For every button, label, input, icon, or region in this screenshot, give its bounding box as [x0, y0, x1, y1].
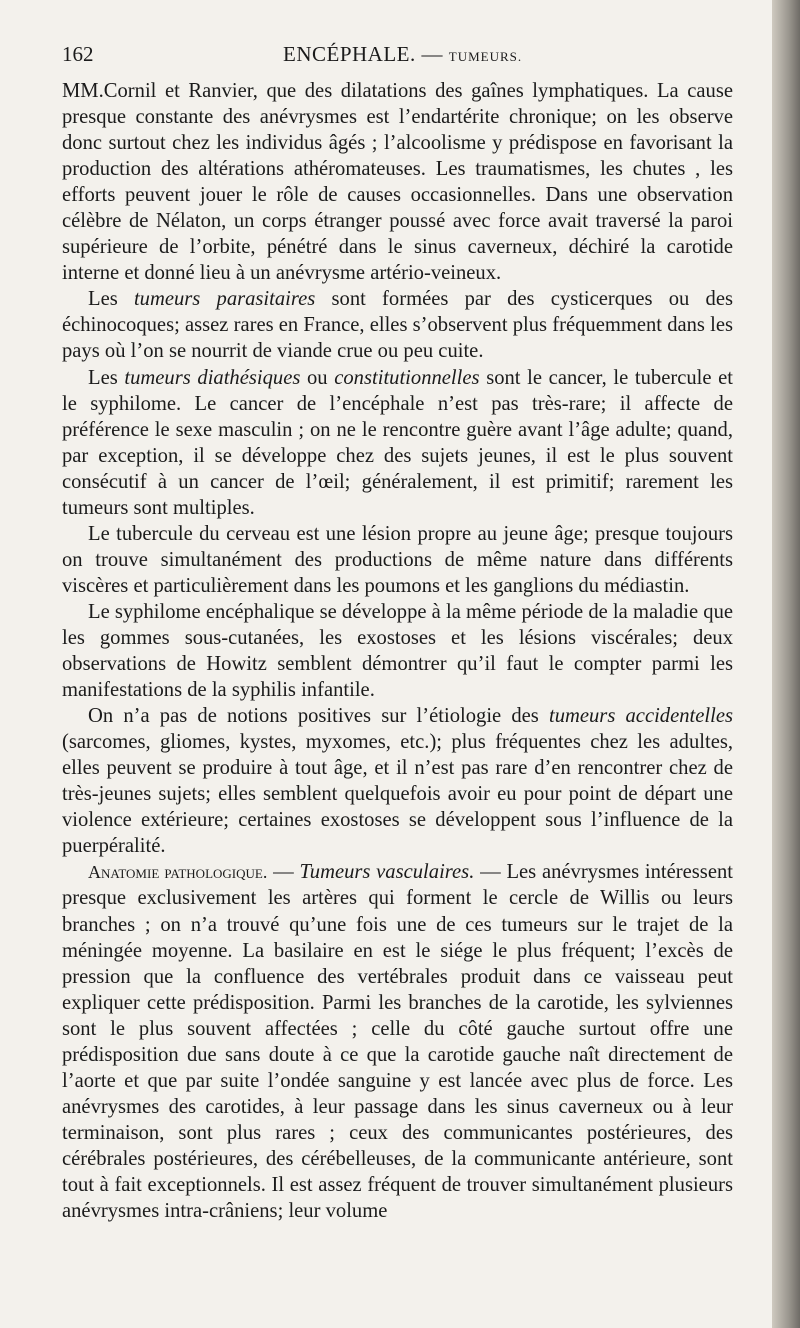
paragraph-4: Le tubercule du cerveau est une lésion propre au jeune âge; presque toujours on trouve simultanément des productions de même nature dans différents viscères et particulièrement dans les poumons et les ganglions du médiastin.: [62, 522, 733, 597]
paragraph-3: [62, 365, 733, 521]
paragraph-2: [62, 286, 733, 364]
paragraph-5: Le syphilome encéphalique se développe à la même période de la maladie que les gommes sous-cutanées, les exostoses et les lésions viscérales; deux observations de Howitz semblent démontrer qu’il faut le compter parmi les manifestations de la syphilis infantile.: [62, 600, 734, 702]
text-run: ou: [300, 366, 335, 389]
text-run: sont formées par des cysticerques ou des échinocoques; assez rares en France, elles s’observent plus fréquemment dans les pays où l’on se nourrit de viande crue ou peu cuite.: [62, 288, 733, 363]
running-title-sub: TUMEURS.: [448, 49, 523, 64]
text-run: — Les anévrysmes intéressent presque exclusivement les artères qui forment le cercle de Willis ou leurs branches ; on n’a trouvé qu’une fois une de ces tumeurs sur le trajet de la méningée moyenne. La basilaire en est le siége le plus fréquent; l’excès de pression que la confluence des vertébrales produit dans ce vaisseau peut expliquer cette prédisposition. Parmi les branches de la carotide, les sylviennes sont le plus souvent affectées ; celle du côté gauche surtout offre une prédisposition due sans doute à ce que la carotide gauche naît directement de l’aorte et que par suite l’ondée sanguine y est lancée avec plus de force. Les anévrysmes des carotides, à leur passage dans les sinus caverneux ou à leur terminaison, sont plus rares ; ceux des communicantes postérieures, des cérébrales postérieures, des cérébelleuses, de la communicante antérieure, sont tout à fait exceptionnels. Il est assez fréquent de trouver simultanément plusieurs anévrysmes intra-crâniens; leur volume: [62, 861, 733, 1223]
emphasis: Tumeurs vasculaires.: [299, 861, 475, 884]
paragraph-1: MM.Cornil et Ranvier, que des dilatations des gaînes lymphatiques. La cause presque constante des anévrysmes est l’endartérite chronique; on les observe donc surtout chez les individus âgés ; l’alcoolisme y prédispose en favorisant la production des altérations athéromateuses. Les traumatismes, les chutes , les efforts peuvent jouer le rôle de causes occasionnelles. Dans une observation célèbre de Nélaton, un corps étranger poussé avec force avait traversé la paroi supérieure de l’orbite, pénétré dans le sinus caverneux, déchiré la carotide interne et donné lieu à un anévrysme artério-veineux.: [62, 80, 733, 285]
body-text: [62, 78, 733, 1224]
emphasis: tumeurs parasitaires: [133, 288, 316, 311]
text-run: —: [267, 861, 300, 884]
paragraph-7: [62, 859, 733, 1224]
text-run: Les: [88, 366, 125, 389]
emphasis: tumeurs diathésiques: [124, 366, 301, 389]
page-number: 162: [62, 42, 94, 66]
running-header: [62, 42, 732, 72]
section-heading: Anatomie pathologique.: [88, 862, 268, 883]
text-run: Les: [88, 288, 134, 311]
text-run: sont le cancer, le tubercule et le syphilome. Le cancer de l’encéphale n’est pas très-rare; il affecte de préférence le sexe masculin ; on ne le rencontre guère avant l’âge adulte; quand, par exception, il se développe chez des sujets jeunes, il est le plus souvent consécutif à un cancer de l’œil; généralement, il est primitif; rarement les tumeurs sont multiples.: [62, 366, 733, 519]
text-run: On n’a pas de notions positives sur l’étiologie des: [88, 705, 549, 728]
emphasis: constitutionnelles: [334, 366, 480, 389]
paragraph-6: [62, 703, 733, 859]
page-edge: [772, 0, 800, 1328]
running-title: [283, 42, 522, 67]
running-title-main: ENCÉPHALE. —: [283, 42, 443, 66]
text-run: (sarcomes, gliomes, kystes, myxomes, etc.); plus fréquentes chez les adultes, elles peuvent se produire à tout âge, et il n’est pas rare d’en rencontrer chez de très-jeunes sujets; elles semblent quelquefois avoir eu pour point de départ une violence extérieure; certaines exostoses se développent sous l’influence de la puerpéralité.: [62, 731, 733, 858]
emphasis: tumeurs accidentelles: [548, 705, 734, 728]
